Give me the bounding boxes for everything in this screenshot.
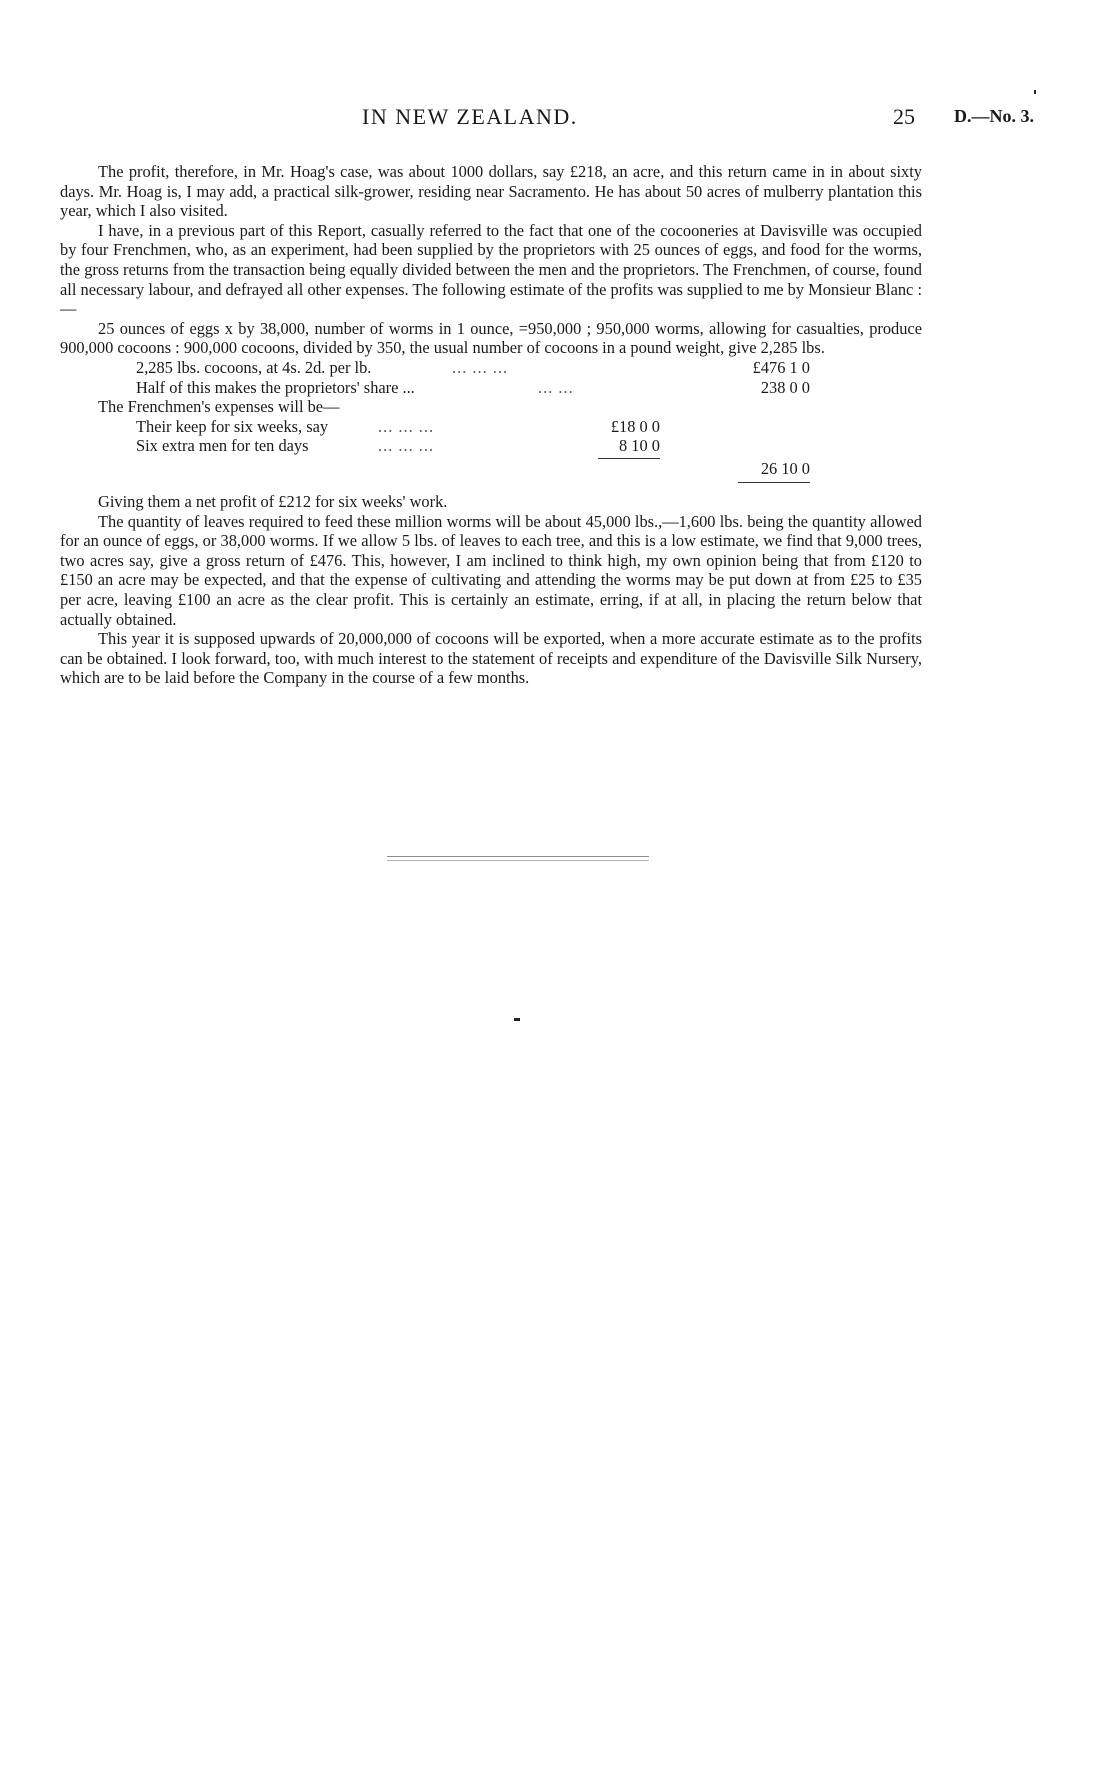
ledger-total-rule [738, 482, 810, 483]
paragraph-davisville-frenchmen: I have, in a previous part of this Report, casually referred to the fact that one of the cocooneries at Davisville was occupied by four Frenchmen, who, as an experiment, had been supplied by the proprietors with 25 ounces of eggs, and food for the worms, the gross returns from the transaction being equally divided between the men and the proprietors. The Frenchmen, of course, found all necessary labour, and defrayed all other expenses. The following estimate of the profits was supplied to me by Monsieur Blanc :— [60, 220, 922, 319]
ledger-subamount: £18 0 0 [610, 416, 660, 436]
ledger-subamount: 8 10 0 [619, 436, 660, 456]
ledger-amount: 238 0 0 [760, 377, 810, 397]
running-title: IN NEW ZEALAND. [362, 104, 578, 129]
document-reference: D.—No. 3. [954, 106, 1034, 126]
running-header [0, 104, 1114, 134]
ledger-leader-dots: ... ... ... [378, 416, 435, 436]
ledger-row-proprietors-share [60, 378, 922, 398]
ledger-amount: £476 1 0 [752, 357, 810, 377]
ledger-spacer [60, 478, 922, 492]
section-divider [387, 856, 649, 861]
profit-ledger [60, 358, 922, 478]
ledger-row-extra-men [60, 436, 922, 456]
ledger-row-keep [60, 417, 922, 437]
paragraph-export-estimate: This year it is supposed upwards of 20,000,000 of cocoons will be exported, when a more accurate estimate as to the profits can be obtained. I look forward, too, with much interest to the statement of receipts and expenditure of the Davisville Silk Nursery, which are to be laid before the Company in the course of a few months. [60, 629, 922, 688]
ledger-label: 2,285 lbs. cocoons, at 4s. 2d. per lb. [136, 357, 372, 377]
ledger-label: Half of this makes the proprietors' share ... [136, 377, 415, 397]
ledger-label: The Frenchmen's expenses will be— [98, 397, 340, 417]
ledger-total-amount: 26 10 0 [760, 458, 810, 478]
paragraph-net-profit: Giving them a net profit of £212 for six weeks' work. [98, 491, 448, 511]
paragraph-hoag-profit: The profit, therefore, in Mr. Hoag's case, was about 1000 dollars, say £218, an acre, and this return came in in about sixty days. Mr. Hoag is, I may add, a practical silk-grower, residing near Sacramento. He has about 50 acres of mulberry plantation this year, which I also visited. [60, 162, 922, 221]
print-speck [1034, 90, 1036, 94]
page-number: 25 [893, 104, 915, 129]
paragraph-leaves-quantity: The quantity of leaves required to feed these million worms will be about 45,000 lbs.,—1,600 lbs. being the quantity allowed for an ounce of eggs, or 38,000 worms. If we allow 5 lbs. of leaves to each tree, and this is a low estimate, we find that 9,000 trees, two acres say, give a gross return of £476. This, however, I am inclined to think high, my own opinion being that from £120 to £150 an acre may be expected, and that the expense of cultivating and attending the worms may be put down at from £25 to £35 per acre, leaving £100 an acre as the clear profit. This is certainly an estimate, erring, if at all, in placing the return below that actually obtained. [60, 511, 922, 629]
print-speck [514, 1018, 520, 1021]
ledger-label: Six extra men for ten days [136, 436, 309, 456]
ledger-row-gross-return [60, 358, 922, 378]
ledger-row-total-expenses [60, 459, 922, 479]
ledger-leader-dots: ... ... ... [378, 436, 435, 456]
ledger-row-expenses-heading [60, 397, 922, 417]
report-body [60, 162, 922, 688]
ledger-leader-dots: ... ... ... [452, 357, 509, 377]
ledger-label: Their keep for six weeks, say [136, 416, 329, 436]
paragraph-egg-calculation: 25 ounces of eggs x by 38,000, number of worms in 1 ounce, =950,000 ; 950,000 worms, allowing for casualties, produce 900,000 cocoons : 900,000 cocoons, divided by 350, the usual number of cocoons in a pound weight, give 2,285 lbs. [60, 318, 922, 358]
ledger-leader-dots: ... ... [538, 377, 574, 397]
